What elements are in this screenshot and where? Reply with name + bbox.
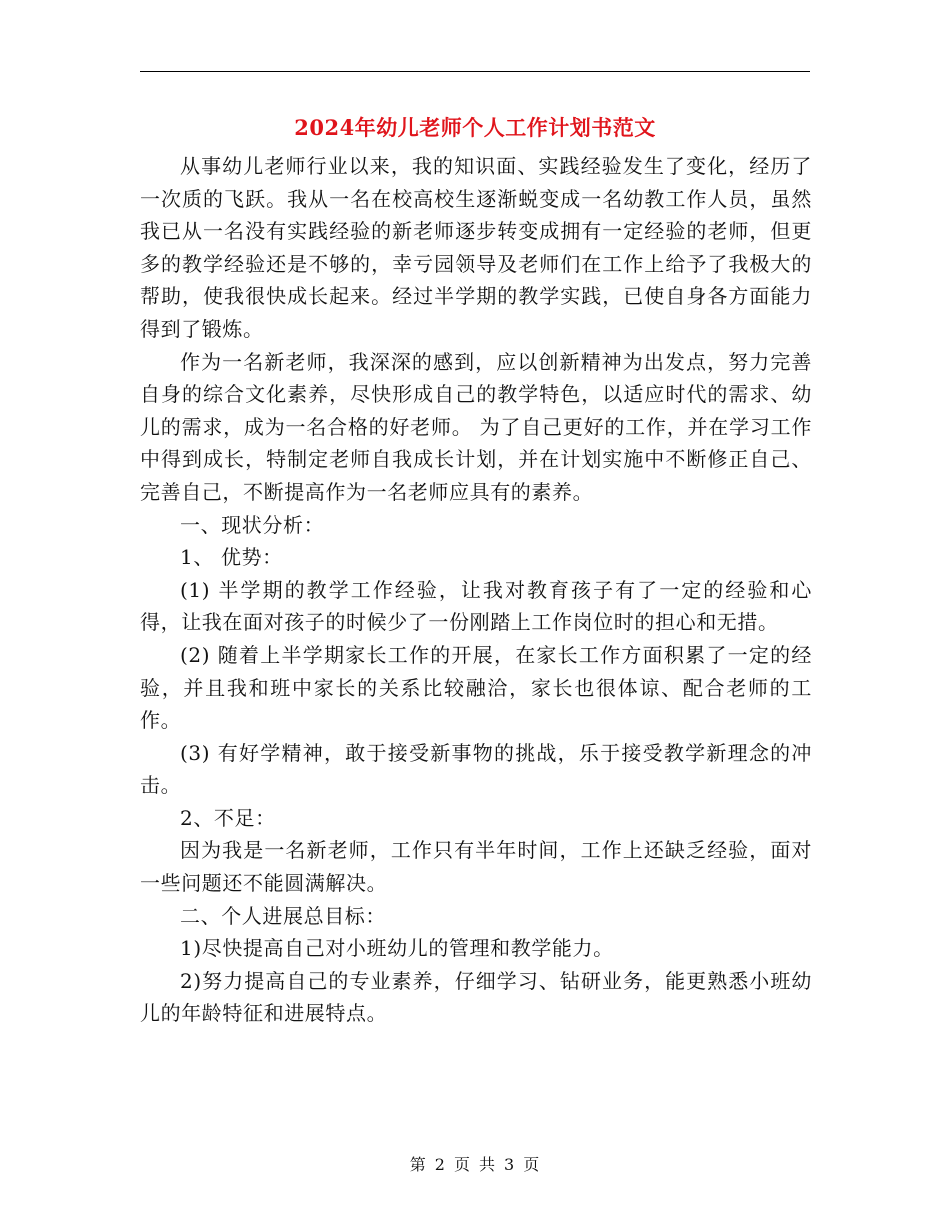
document-title: 2024年幼儿老师个人工作计划书范文 bbox=[294, 115, 656, 140]
subheading-weaknesses: 2、不足： bbox=[180, 805, 276, 830]
paragraph-intro: 从事幼儿老师行业以来，我的知识面、实践经验发生了变化，经历了一次质的飞跃。我从一名在校高校生逐渐蜕变成一名幼教工作人员，虽然我已从一名没有实践经验的新老师逐步转变成拥有一定经验的老师，但更多的教学经验还是不够的，幸亏园领导及老师们在工作上给予了我极大的帮助，使我很快成长起来。经过半学期的教学实践，已使自身各方面能力得到了锻炼。 bbox=[140, 154, 812, 341]
footer-page-label: 页 bbox=[453, 1155, 471, 1174]
footer-current-page: 2 bbox=[434, 1155, 446, 1174]
document-body bbox=[140, 150, 812, 1030]
section-heading-status: 一、现状分析： bbox=[180, 512, 325, 537]
paragraph-weakness: 因为我是一名新老师，工作只有半年时间，工作上还缺乏经验，面对一些问题还不能圆满解决。 bbox=[140, 838, 812, 896]
list-item-goal-1: 1)尽快提高自己对小班幼儿的管理和教学能力。 bbox=[180, 936, 614, 961]
list-item-strength-2: (2) 随着上半学期家长工作的开展，在家长工作方面积累了一定的经验，并且我和班中家长的关系比较融洽，家长也很体谅、配合老师的工作。 bbox=[140, 642, 812, 733]
header-rule bbox=[140, 71, 810, 72]
list-item-strength-3: (3) 有好学精神，敢于接受新事物的挑战，乐于接受教学新理念的冲击。 bbox=[140, 740, 812, 798]
paragraph-goal: 作为一名新老师，我深深的感到，应以创新精神为出发点，努力完善自身的综合文化素养，尽快形成自己的教学特色，以适应时代的需求、幼儿的需求，成为一名合格的好老师。 为了自己更好的工作，并在学习工作中得到成长，特制定老师自我成长计划，并在计划实施中不断修正自己、完善自己，不断提高作为一名老师应具有的素养。 bbox=[140, 349, 812, 504]
page-number-footer bbox=[0, 1153, 950, 1177]
footer-total-label: 共 bbox=[479, 1155, 497, 1174]
footer-total-pages: 3 bbox=[504, 1155, 516, 1174]
footer-suffix: 页 bbox=[523, 1155, 541, 1174]
list-item-goal-2: 2)努力提高自己的专业素养，仔细学习、钻研业务，能更熟悉小班幼儿的年龄特征和进展特点。 bbox=[140, 968, 812, 1026]
list-item-strength-1: (1) 半学期的教学工作经验，让我对教育孩子有了一定的经验和心得，让我在面对孩子的时候少了一份刚踏上工作岗位时的担心和无措。 bbox=[140, 577, 812, 635]
footer-prefix: 第 bbox=[409, 1155, 427, 1174]
subheading-strengths: 1、 优势： bbox=[180, 545, 283, 570]
section-heading-goals: 二、个人进展总目标： bbox=[180, 903, 386, 928]
